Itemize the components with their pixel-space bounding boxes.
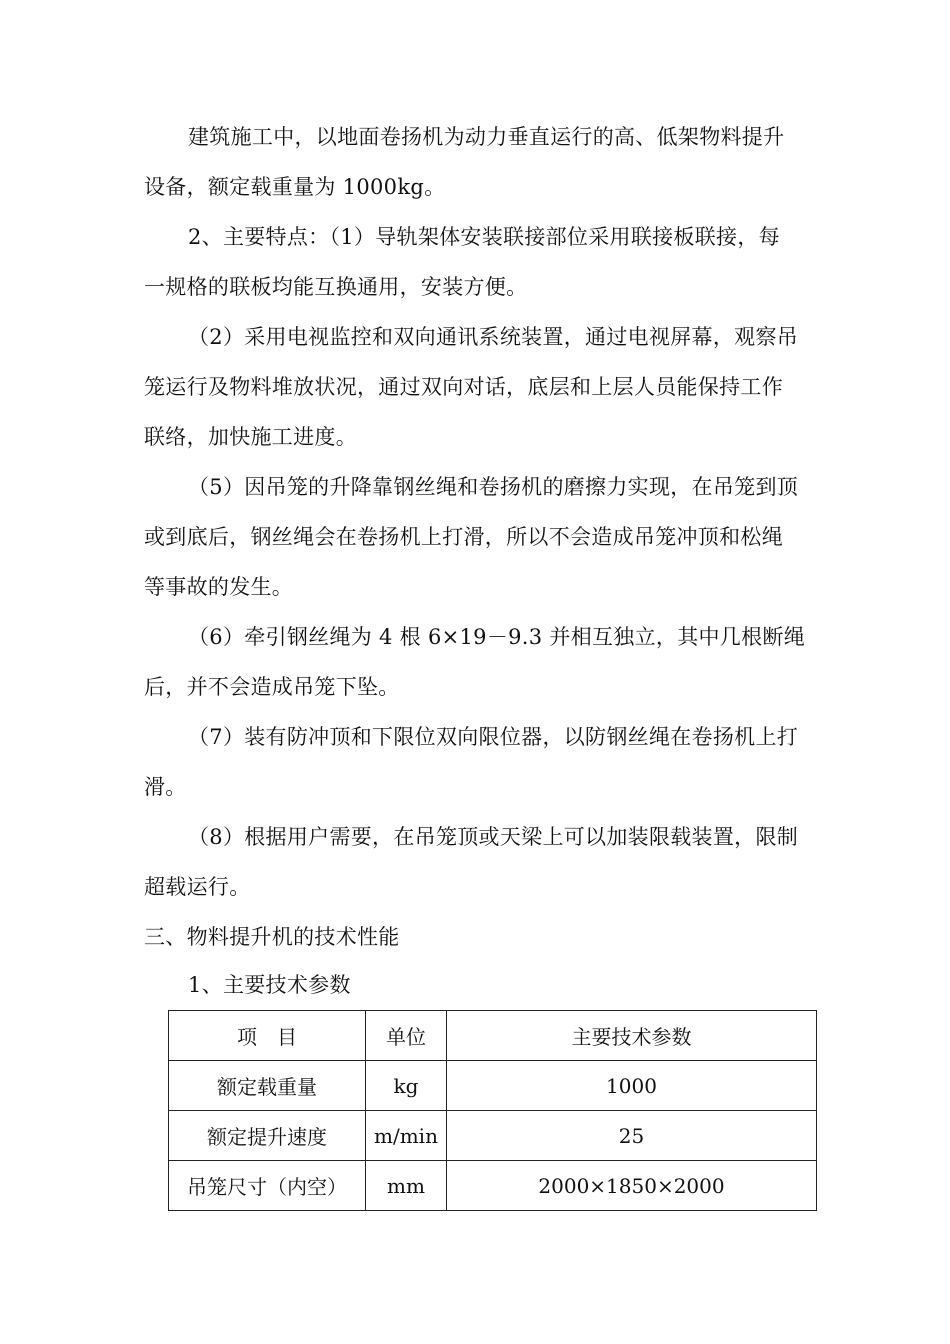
table-cell: 额定提升速度 xyxy=(169,1111,366,1161)
body-text-line: （5）因吊笼的升降靠钢丝绳和卷扬机的磨擦力实现，在吊笼到顶 xyxy=(188,475,799,499)
body-text-line: 笼运行及物料堆放状况，通过双向对话，底层和上层人员能保持工作 xyxy=(144,375,783,399)
table-cell: 25 xyxy=(447,1111,817,1161)
table-cell: 2000×1850×2000 xyxy=(447,1161,817,1211)
body-text-line: （2）采用电视监控和双向通讯系统装置，通过电视屏幕，观察吊 xyxy=(188,325,799,349)
section-heading: 三、物料提升机的技术性能 xyxy=(144,925,400,949)
body-text-line: 设备，额定载重量为 1000kg。 xyxy=(144,175,446,199)
table-cell: mm xyxy=(366,1161,447,1211)
table-cell: 额定载重量 xyxy=(169,1061,366,1111)
table-cell: 1000 xyxy=(447,1061,817,1111)
subsection-heading: 1、主要技术参数 xyxy=(188,973,351,997)
table-cell: kg xyxy=(366,1061,447,1111)
table-header-cell: 单位 xyxy=(366,1011,447,1061)
table-row xyxy=(169,1161,817,1211)
body-text-line: 或到底后，钢丝绳会在卷扬机上打滑，所以不会造成吊笼冲顶和松绳 xyxy=(144,525,783,549)
table-cell: m/min xyxy=(366,1111,447,1161)
table-header-cell: 项 目 xyxy=(169,1011,366,1061)
body-text-line: 超载运行。 xyxy=(144,875,251,899)
body-text-line: 等事故的发生。 xyxy=(144,575,294,599)
body-text-line: 后，并不会造成吊笼下坠。 xyxy=(144,675,400,699)
body-text-line: （7）装有防冲顶和下限位双向限位器，以防钢丝绳在卷扬机上打 xyxy=(188,725,799,749)
body-text-line: 2、主要特点：（1）导轨架体安装联接部位采用联接板联接，每 xyxy=(188,225,780,249)
table-header-cell: 主要技术参数 xyxy=(447,1011,817,1061)
body-text-line: 建筑施工中，以地面卷扬机为动力垂直运行的高、低架物料提升 xyxy=(188,125,785,149)
table-row xyxy=(169,1111,817,1161)
body-text-line: 联络，加快施工进度。 xyxy=(144,425,357,449)
technical-parameters-table xyxy=(168,1010,817,1211)
body-text-line: （8）根据用户需要，在吊笼顶或天梁上可以加装限载装置，限制 xyxy=(188,825,799,849)
body-text-line: （6）牵引钢丝绳为 4 根 6×19－9.3 并相互独立，其中几根断绳 xyxy=(188,625,805,649)
table-cell: 吊笼尺寸（内空） xyxy=(169,1161,366,1211)
body-text-line: 滑。 xyxy=(144,775,187,799)
table-row xyxy=(169,1061,817,1111)
table-header-row xyxy=(169,1011,817,1061)
body-text-line: 一规格的联板均能互换通用，安装方便。 xyxy=(144,275,528,299)
